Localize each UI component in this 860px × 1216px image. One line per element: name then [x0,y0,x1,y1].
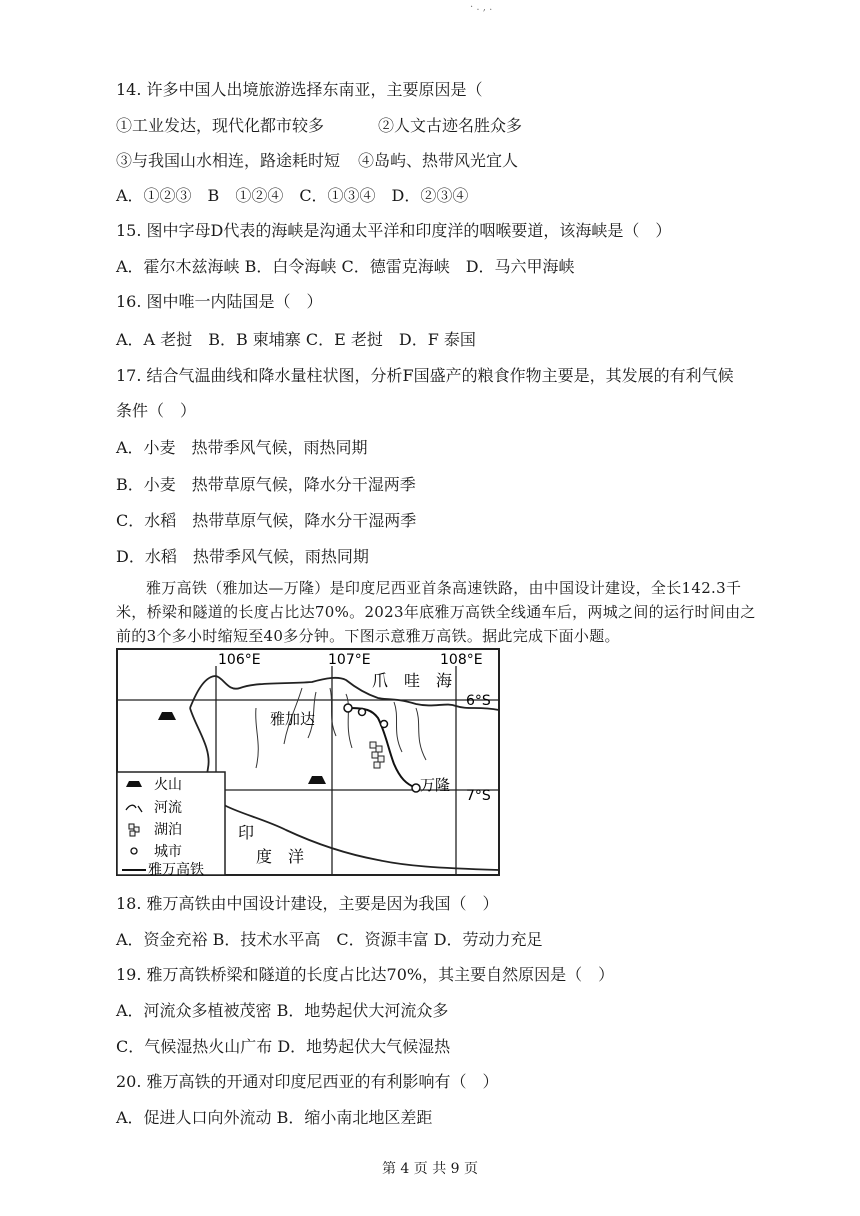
q18-stem: 18. 雅万高铁由中国设计建设，主要是因为我国（ ） [116,894,499,913]
q14-statement-4: ④岛屿、热带风光宜人 [358,151,519,170]
q18-options: A．资金充裕 B．技术水平高 C．资源丰富 D．劳动力充足 [116,930,543,949]
lon-label-107: 107°E [328,652,371,668]
q17-option-c: C．水稻 热带草原气候，降水分干湿两季 [116,511,417,530]
jakarta-label: 雅加达 [270,710,316,728]
lat-label-6s: 6°S [466,693,491,709]
passage: 雅万高铁（雅加达—万隆）是印度尼西亚首条高速铁路，由中国设计建设，全长142.3千米，桥梁和隧道的长度占比达70%。2023年底雅万高铁全线通车后，两城之间的运行时间由之前的3个多小时缩短至40多分钟。下图示意雅万高铁。据此完成下面小题。 [116,579,756,645]
q14-statement-1: ①工业发达，现代化都市较多 [116,116,325,135]
city-jakarta-dot [344,704,352,712]
q14-options: A．①②③ B ①②④ C．①③④ D．②③④ [116,186,469,205]
q16-options: A．A 老挝 B．B 柬埔寨 C．E 老挝 D．F 泰国 [116,330,476,349]
legend-city: 城市 [154,844,182,860]
q20-stem: 20. 雅万高铁的开通对印度尼西亚的有利影响有（ ） [116,1072,499,1091]
legend-river: 河流 [154,800,182,816]
q14-statement-2: ②人文古迹名胜众多 [378,116,523,135]
q19-stem: 19. 雅万高铁桥梁和隧道的长度占比达70%，其主要自然原因是（ ） [116,965,615,984]
q17-stem-line1: 17. 结合气温曲线和降水量柱状图，分析F国盛产的粮食作物主要是，其发展的有利气候 [116,366,734,385]
java-sea-label: 爪 哇 海 [372,671,453,690]
city-dot-3 [381,721,388,728]
legend-lake: 湖泊 [154,822,182,838]
lon-label-108: 108°E [440,652,483,668]
bandung-label: 万隆 [420,776,451,794]
q17-option-b: B．小麦 热带草原气候，降水分干湿两季 [116,475,416,494]
q16-stem: 16. 图中唯一内陆国是（ ） [116,292,323,311]
city-bandung-dot [412,784,420,792]
indian-ocean-label-2: 度 洋 [256,847,305,866]
lon-label-106: 106°E [218,652,261,668]
header-mark: · . , . [470,2,493,13]
legend [117,772,225,876]
legend-volcano: 火山 [154,777,182,793]
legend-railway: 雅万高铁 [148,862,204,876]
q14-stem: 14. 许多中国人出境旅游选择东南亚，主要原因是（ [116,80,483,99]
lat-label-7s: 7°S [466,788,491,804]
q20-options-1: A．促进人口向外流动 B．缩小南北地区差距 [116,1108,433,1127]
q17-option-a: A．小麦 热带季风气候，雨热同期 [116,438,368,457]
q15-stem: 15. 图中字母D代表的海峡是沟通太平洋和印度洋的咽喉要道，该海峡是（ ） [116,221,672,240]
q19-options-2: C．气候湿热火山广布 D．地势起伏大气候湿热 [116,1037,451,1056]
q19-options-1: A．河流众多植被茂密 B．地势起伏大河流众多 [116,1001,449,1020]
page-footer: 第 4 页 共 9 页 [381,1161,479,1177]
city-icon [131,848,137,854]
q14-statement-3: ③与我国山水相连，路途耗时短 [116,151,341,170]
q17-stem-line2: 条件（ ） [116,401,197,420]
map-svg [116,648,500,876]
city-dot-2 [359,709,366,716]
q15-options: A．霍尔木兹海峡 B．白令海峡 C．德雷克海峡 D．马六甲海峡 [116,257,575,276]
railway-map [116,648,500,876]
q17-option-d: D．水稻 热带季风气候，雨热同期 [116,547,369,566]
indian-ocean-label-1: 印 [238,823,255,842]
